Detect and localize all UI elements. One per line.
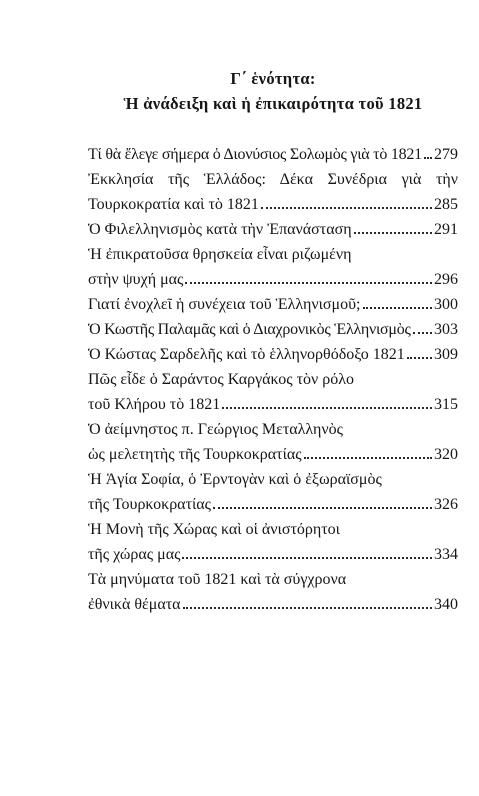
dot-leader [185,282,432,284]
page-number: 285 [434,196,458,213]
entry-line [88,342,458,367]
toc-entry [88,142,458,167]
dot-leader [213,507,432,509]
entry-title-text: Ἡ ἐπικρατοῦσα θρησκεία εἶναι ριζωμένη [88,246,352,263]
entry-title-text: Ὁ Φιλελληνισμὸς κατὰ τὴν Ἐπανάσταση [88,221,352,238]
dot-leader [183,607,432,609]
page-number: 340 [434,596,458,613]
entry-title-text: τοῦ Κλήρου τὸ 1821 [88,396,221,413]
entry-title-text: Ὁ ἀείμνηστος π. Γεώργιος Μεταλληνὸς [88,421,343,438]
section-title: Ἡ ἀνάδειξη καὶ ἡ ἐπικαιρότητα τοῦ 1821 [123,94,423,113]
entry-title-text: Ἡ Ἁγία Σοφία, ὁ Ἐρντογὰν καὶ ὁ ἐξωραϊσμὸς [88,471,382,488]
entry-title-text: τῆς χώρας μας [88,546,181,563]
toc-entry [88,242,458,292]
entry-title-text: ὡς μελετητὴς τῆς Τουρκοκρατίας [88,446,302,463]
page-number: 334 [434,546,458,563]
entry-title-text: Τουρκοκρατία καὶ τὸ 1821 [88,196,259,213]
toc-entry [88,567,458,617]
dot-leader [222,407,432,409]
entry-line [88,442,458,467]
entry-line [88,492,458,517]
dot-leader [354,232,432,234]
entry-title-text: Γιατί ἐνοχλεῖ ἡ συνέχεια τοῦ Ἑλληνισμοῦ; [88,296,361,313]
entry-title-text: στὴν ψυχή μας [88,271,184,288]
entry-title-text: Ὁ Κώστας Σαρδελῆς καὶ τὸ ἑλληνορθόδοξο 1821 [88,346,405,363]
dot-leader [363,307,433,309]
entry-title-text: Πῶς εἶδε ὁ Σαράντος Καργάκος τὸν ρόλο [88,371,354,388]
dot-leader [407,357,432,359]
entry-line [88,292,458,317]
entry-line [88,217,458,242]
entry-title-text: Ἡ Μονὴ τῆς Χώρας καὶ οἱ ἀνιστόρητοι [88,521,340,538]
dot-leader [424,157,432,159]
entry-title-text: Τὰ μηνύματα τοῦ 1821 καὶ τὰ σύγχρονα [88,571,347,588]
toc-entries [88,142,458,617]
entry-line [88,267,458,292]
page-number: 303 [434,321,458,338]
entry-title-text: τῆς Τουρκοκρατίας [88,496,212,513]
entry-line [88,317,458,342]
entry-title-text: ἐθνικὰ θέματα [88,596,181,613]
page-number: 279 [434,146,458,163]
toc-entry [88,342,458,367]
page-number: 291 [434,221,458,238]
toc-entry [88,417,458,467]
entry-title-text: Ἐκκλησία τῆς Ἑλλάδος: Δέκα Συνέδρια γιὰ τὴν [88,171,458,188]
toc-entry [88,292,458,317]
page-number: 296 [434,271,458,288]
page-number: 315 [434,396,458,413]
dot-leader [413,332,432,334]
dot-leader [182,557,432,559]
entry-line [88,542,458,567]
entry-line [88,192,458,217]
dot-leader [261,207,432,209]
toc-entry [88,467,458,517]
entry-title-text: Τί θὰ ἔλεγε σήμερα ὁ Διονύσιος Σολωμὸς γιὰ τὸ 1821 [88,146,422,163]
entry-title-text: Ὁ Κωστῆς Παλαμᾶς καὶ ὁ Διαχρονικὸς Ἑλληνισμὸς [88,321,411,338]
page-number: 326 [434,496,458,513]
entry-line [88,142,458,167]
page-number: 309 [434,346,458,363]
toc-entry [88,217,458,242]
toc-entry [88,367,458,417]
toc-entry [88,317,458,342]
entry-line [88,592,458,617]
entry-line [88,392,458,417]
toc-entry [88,167,458,217]
dot-leader [304,457,432,459]
toc-entry [88,517,458,567]
section-label: Γ΄ ἑνότητα: [230,69,316,88]
page-number: 320 [434,446,458,463]
table-of-contents [88,66,458,617]
page-number: 300 [434,296,458,313]
